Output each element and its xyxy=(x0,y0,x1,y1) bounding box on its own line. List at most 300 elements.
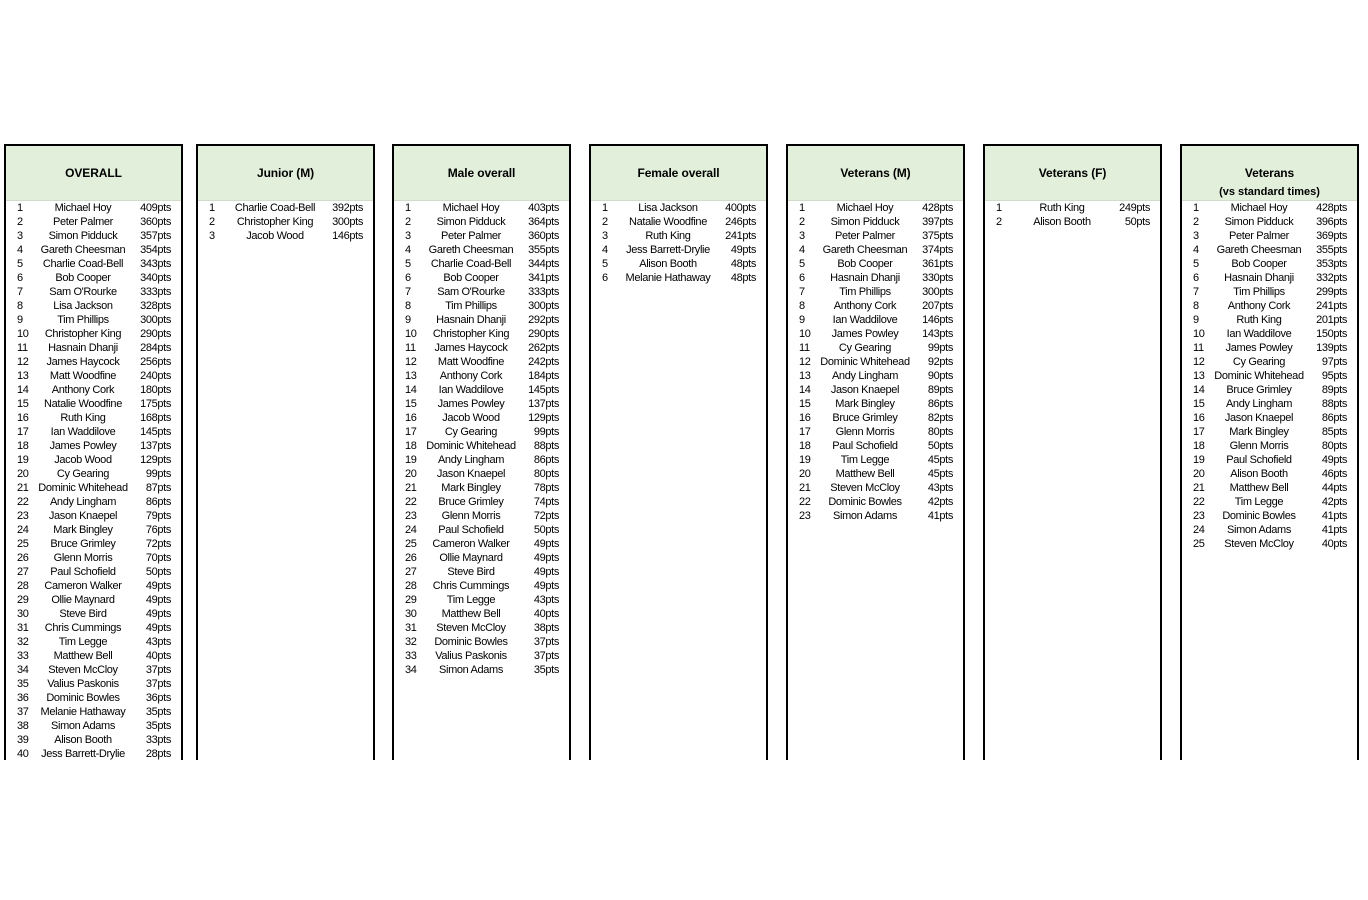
points-value: 403pts xyxy=(528,202,559,214)
points-value: 87pts xyxy=(145,482,171,494)
points-value: 129pts xyxy=(528,412,559,424)
standings-row xyxy=(394,467,569,481)
rank-number: 13 xyxy=(405,370,417,382)
points-value: 341pts xyxy=(528,272,559,284)
points-value: 49pts xyxy=(145,594,171,606)
rank-number: 8 xyxy=(17,300,23,312)
rank-number: 22 xyxy=(17,496,29,508)
standings-row xyxy=(6,313,181,327)
competitor-name: Dominic Whitehead xyxy=(820,356,910,368)
rank-number: 11 xyxy=(405,342,416,354)
standings-row xyxy=(591,271,766,285)
competitor-name: Ollie Maynard xyxy=(51,594,115,606)
standings-row xyxy=(394,327,569,341)
rank-number: 19 xyxy=(17,454,29,466)
standings-row xyxy=(788,411,963,425)
standings-row xyxy=(394,425,569,439)
competitor-name: Matthew Bell xyxy=(441,608,501,620)
points-value: 409pts xyxy=(140,202,171,214)
competitor-name: James Haycock xyxy=(434,342,508,354)
points-value: 374pts xyxy=(922,244,953,256)
competitor-name: Bob Cooper xyxy=(55,272,111,284)
standings-row xyxy=(788,481,963,495)
standings-list xyxy=(394,201,569,677)
standings-row xyxy=(788,397,963,411)
rank-number: 21 xyxy=(17,482,29,494)
rank-number: 20 xyxy=(799,468,811,480)
rank-number: 13 xyxy=(1193,370,1205,382)
standings-row xyxy=(1182,425,1357,439)
competitor-name: Ruth King xyxy=(1236,314,1282,326)
points-value: 79pts xyxy=(145,510,171,522)
competitor-name: Michael Hoy xyxy=(836,202,894,214)
rank-number: 1 xyxy=(602,202,608,214)
rank-number: 18 xyxy=(405,440,417,452)
standings-row xyxy=(6,509,181,523)
competitor-name: Jess Barrett-Drylie xyxy=(626,244,710,256)
rank-number: 35 xyxy=(17,678,29,690)
standings-row xyxy=(788,257,963,271)
rank-number: 16 xyxy=(799,412,811,424)
rank-number: 4 xyxy=(1193,244,1199,256)
rank-number: 21 xyxy=(1193,482,1205,494)
rank-number: 6 xyxy=(799,272,805,284)
standings-row xyxy=(1182,285,1357,299)
standings-row xyxy=(6,383,181,397)
competitor-name: Gareth Cheesman xyxy=(1216,244,1302,256)
standings-row xyxy=(6,635,181,649)
standings-row xyxy=(394,565,569,579)
points-value: 240pts xyxy=(140,370,171,382)
standings-row xyxy=(394,215,569,229)
competitor-name: Melanie Hathaway xyxy=(40,706,126,718)
points-value: 242pts xyxy=(528,356,559,368)
rank-number: 7 xyxy=(1193,286,1199,298)
standings-row xyxy=(6,677,181,691)
points-value: 360pts xyxy=(528,230,559,242)
rank-number: 14 xyxy=(1193,384,1205,396)
competitor-name: Ian Waddilove xyxy=(1226,328,1292,340)
standings-row xyxy=(6,397,181,411)
rank-number: 31 xyxy=(405,622,417,634)
competitor-name: Alison Booth xyxy=(639,258,697,270)
standings-row xyxy=(788,341,963,355)
points-value: 146pts xyxy=(332,230,363,242)
points-value: 300pts xyxy=(528,300,559,312)
panel-title: Male overall xyxy=(447,166,516,180)
points-value: 99pts xyxy=(927,342,953,354)
points-value: 180pts xyxy=(140,384,171,396)
rank-number: 32 xyxy=(405,636,417,648)
standings-row xyxy=(394,257,569,271)
standings-row xyxy=(591,229,766,243)
standings-row xyxy=(985,215,1160,229)
rank-number: 8 xyxy=(799,300,805,312)
points-value: 45pts xyxy=(927,454,953,466)
competitor-name: Peter Palmer xyxy=(1229,230,1289,242)
standings-row xyxy=(394,453,569,467)
points-value: 43pts xyxy=(927,482,953,494)
points-value: 86pts xyxy=(927,398,953,410)
standings-row xyxy=(1182,397,1357,411)
rank-number: 7 xyxy=(799,286,805,298)
standings-row xyxy=(6,565,181,579)
competitor-name: Anthony Cork xyxy=(833,300,897,312)
rank-number: 9 xyxy=(405,314,411,326)
rank-number: 23 xyxy=(799,510,811,522)
competitor-name: Dominic Whitehead xyxy=(426,440,516,452)
competitor-name: Simon Adams xyxy=(438,664,503,676)
standings-row xyxy=(6,481,181,495)
points-value: 355pts xyxy=(1316,244,1347,256)
rank-number: 3 xyxy=(602,230,608,242)
points-value: 150pts xyxy=(1316,328,1347,340)
rank-number: 20 xyxy=(17,468,29,480)
points-value: 80pts xyxy=(1321,440,1347,452)
rank-number: 3 xyxy=(17,230,23,242)
rank-number: 30 xyxy=(17,608,29,620)
competitor-name: Andy Lingham xyxy=(1225,398,1293,410)
points-value: 49pts xyxy=(533,566,559,578)
points-value: 357pts xyxy=(140,230,171,242)
rank-number: 17 xyxy=(405,426,417,438)
standings-row xyxy=(6,243,181,257)
standings-row xyxy=(1182,467,1357,481)
standings-row xyxy=(1182,369,1357,383)
points-value: 400pts xyxy=(725,202,756,214)
standings-list xyxy=(1182,201,1357,551)
points-value: 80pts xyxy=(533,468,559,480)
rank-number: 29 xyxy=(405,594,417,606)
standings-row xyxy=(788,383,963,397)
rank-number: 1 xyxy=(1193,202,1199,214)
standings-row xyxy=(1182,341,1357,355)
competitor-name: Simon Pidduck xyxy=(48,230,118,242)
rank-number: 20 xyxy=(1193,468,1205,480)
competitor-name: Michael Hoy xyxy=(1230,202,1288,214)
panel-header xyxy=(6,146,181,201)
points-value: 344pts xyxy=(528,258,559,270)
standings-row xyxy=(394,201,569,215)
standings-row xyxy=(788,299,963,313)
competitor-name: Simon Pidduck xyxy=(830,216,900,228)
standings-row xyxy=(6,523,181,537)
points-value: 42pts xyxy=(927,496,953,508)
competitor-name: Andy Lingham xyxy=(437,454,505,466)
rank-number: 31 xyxy=(17,622,29,634)
standings-row xyxy=(394,635,569,649)
competitor-name: Steven McCloy xyxy=(1224,538,1294,550)
rank-number: 2 xyxy=(209,216,215,228)
rank-number: 14 xyxy=(799,384,811,396)
rank-number: 33 xyxy=(405,650,417,662)
points-value: 354pts xyxy=(140,244,171,256)
rank-number: 17 xyxy=(1193,426,1205,438)
competitor-name: Alison Booth xyxy=(54,734,112,746)
competitor-name: Tim Legge xyxy=(58,636,108,648)
panel-header xyxy=(591,146,766,201)
standings-row xyxy=(6,495,181,509)
competitor-name: Anthony Cork xyxy=(1227,300,1291,312)
standings-row xyxy=(788,509,963,523)
rank-number: 3 xyxy=(799,230,805,242)
points-value: 49pts xyxy=(533,580,559,592)
points-value: 145pts xyxy=(140,426,171,438)
competitor-name: Matthew Bell xyxy=(1229,482,1289,494)
competitor-name: Peter Palmer xyxy=(835,230,895,242)
standings-row xyxy=(394,649,569,663)
points-value: 92pts xyxy=(927,356,953,368)
points-value: 28pts xyxy=(145,748,171,760)
competitor-name: Gareth Cheesman xyxy=(822,244,908,256)
rank-number: 11 xyxy=(799,342,810,354)
rank-number: 26 xyxy=(17,552,29,564)
points-value: 256pts xyxy=(140,356,171,368)
competitor-name: Hasnain Dhanji xyxy=(48,342,118,354)
rank-number: 16 xyxy=(1193,412,1205,424)
standings-row xyxy=(1182,537,1357,551)
competitor-name: Tim Legge xyxy=(840,454,890,466)
rank-number: 16 xyxy=(405,412,417,424)
standings-row xyxy=(1182,495,1357,509)
points-value: 49pts xyxy=(1321,454,1347,466)
rank-number: 23 xyxy=(17,510,29,522)
competitor-name: Glenn Morris xyxy=(1229,440,1289,452)
panel-title: Veterans (M) xyxy=(840,166,911,180)
competitor-name: Tim Legge xyxy=(446,594,496,606)
points-value: 42pts xyxy=(1321,496,1347,508)
rank-number: 21 xyxy=(799,482,811,494)
points-value: 333pts xyxy=(528,286,559,298)
rank-number: 5 xyxy=(17,258,23,270)
competitor-name: Sam O'Rourke xyxy=(49,286,117,298)
standings-row xyxy=(6,271,181,285)
standings-row xyxy=(591,215,766,229)
competitor-name: Simon Adams xyxy=(832,510,897,522)
points-value: 175pts xyxy=(140,398,171,410)
points-value: 246pts xyxy=(725,216,756,228)
points-value: 328pts xyxy=(140,300,171,312)
competitor-name: Ruth King xyxy=(60,412,106,424)
points-value: 36pts xyxy=(145,692,171,704)
competitor-name: Ollie Maynard xyxy=(439,552,503,564)
panel-subtitle: (vs standard times) xyxy=(1219,186,1320,198)
competitor-name: Sam O'Rourke xyxy=(437,286,505,298)
points-value: 95pts xyxy=(1321,370,1347,382)
panel-title: Veterans (F) xyxy=(1038,166,1107,180)
standings-row xyxy=(198,201,373,215)
rank-number: 15 xyxy=(17,398,29,410)
points-value: 49pts xyxy=(533,538,559,550)
points-value: 50pts xyxy=(145,566,171,578)
panel-title: Veterans xyxy=(1244,166,1295,180)
rank-number: 5 xyxy=(602,258,608,270)
standings-row xyxy=(394,313,569,327)
rank-number: 13 xyxy=(17,370,29,382)
competitor-name: Lisa Jackson xyxy=(638,202,698,214)
points-value: 41pts xyxy=(1321,524,1347,536)
rank-number: 7 xyxy=(17,286,23,298)
standings-row xyxy=(198,229,373,243)
competitor-name: Bob Cooper xyxy=(443,272,499,284)
panel-title: Female overall xyxy=(637,166,720,180)
points-value: 86pts xyxy=(533,454,559,466)
rank-number: 1 xyxy=(799,202,805,214)
standings-row xyxy=(394,355,569,369)
points-value: 428pts xyxy=(1316,202,1347,214)
standings-row xyxy=(394,285,569,299)
points-value: 44pts xyxy=(1321,482,1347,494)
standings-row xyxy=(6,201,181,215)
standings-row xyxy=(6,649,181,663)
competitor-name: Cy Gearing xyxy=(1232,356,1286,368)
rank-number: 20 xyxy=(405,468,417,480)
standings-row xyxy=(6,215,181,229)
competitor-name: Ian Waddilove xyxy=(438,384,504,396)
points-value: 343pts xyxy=(140,258,171,270)
rank-number: 30 xyxy=(405,608,417,620)
points-value: 48pts xyxy=(730,272,756,284)
standings-row xyxy=(6,719,181,733)
competitor-name: Steven McCloy xyxy=(436,622,506,634)
competitor-name: Simon Adams xyxy=(50,720,115,732)
rank-number: 4 xyxy=(799,244,805,256)
rank-number: 21 xyxy=(405,482,417,494)
competitor-name: Cy Gearing xyxy=(56,468,110,480)
competitor-name: Ian Waddilove xyxy=(832,314,898,326)
points-value: 72pts xyxy=(145,538,171,550)
standings-row xyxy=(788,201,963,215)
standings-row xyxy=(1182,201,1357,215)
standings-row xyxy=(394,383,569,397)
rank-number: 12 xyxy=(17,356,29,368)
points-value: 340pts xyxy=(140,272,171,284)
rank-number: 26 xyxy=(405,552,417,564)
rank-number: 24 xyxy=(405,524,417,536)
points-value: 49pts xyxy=(730,244,756,256)
competitor-name: Dominic Bowles xyxy=(434,636,508,648)
points-value: 300pts xyxy=(140,314,171,326)
rank-number: 15 xyxy=(405,398,417,410)
points-value: 50pts xyxy=(927,440,953,452)
rank-number: 10 xyxy=(799,328,811,340)
standings-row xyxy=(394,579,569,593)
competitor-name: Christopher King xyxy=(236,216,314,228)
competitor-name: Hasnain Dhanji xyxy=(1224,272,1294,284)
competitor-name: Bob Cooper xyxy=(837,258,893,270)
points-value: 74pts xyxy=(533,496,559,508)
points-value: 396pts xyxy=(1316,216,1347,228)
standings-row xyxy=(6,705,181,719)
competitor-name: Anthony Cork xyxy=(439,370,503,382)
points-value: 35pts xyxy=(533,664,559,676)
competitor-name: Matt Woodfine xyxy=(437,356,505,368)
rank-number: 11 xyxy=(17,342,28,354)
rank-number: 17 xyxy=(799,426,811,438)
points-value: 89pts xyxy=(927,384,953,396)
standings-row xyxy=(394,537,569,551)
points-value: 300pts xyxy=(922,286,953,298)
competitor-name: Tim Legge xyxy=(1234,496,1284,508)
competitor-name: Simon Adams xyxy=(1226,524,1291,536)
competitor-name: Natalie Woodfine xyxy=(44,398,122,410)
competitor-name: Bob Cooper xyxy=(1231,258,1287,270)
points-value: 353pts xyxy=(1316,258,1347,270)
points-value: 40pts xyxy=(145,650,171,662)
competitor-name: Jacob Wood xyxy=(442,412,500,424)
points-value: 49pts xyxy=(533,552,559,564)
competitor-name: Dominic Whitehead xyxy=(1214,370,1304,382)
points-value: 86pts xyxy=(145,496,171,508)
points-value: 86pts xyxy=(1321,412,1347,424)
rank-number: 18 xyxy=(17,440,29,452)
standings-row xyxy=(394,593,569,607)
competitor-name: Jason Knaepel xyxy=(830,384,900,396)
standings-row xyxy=(6,229,181,243)
rank-number: 29 xyxy=(17,594,29,606)
standings-list xyxy=(985,201,1160,229)
competitor-name: Chris Cummings xyxy=(432,580,510,592)
rank-number: 24 xyxy=(17,524,29,536)
standings-row xyxy=(6,621,181,635)
rank-number: 11 xyxy=(1193,342,1204,354)
points-value: 37pts xyxy=(145,664,171,676)
standings-row xyxy=(6,663,181,677)
competitor-name: Peter Palmer xyxy=(441,230,501,242)
competitor-name: Charlie Coad-Bell xyxy=(234,202,316,214)
competitor-name: Paul Schofield xyxy=(1226,454,1292,466)
standings-row xyxy=(1182,411,1357,425)
panel-header xyxy=(788,146,963,201)
rank-number: 19 xyxy=(799,454,811,466)
rank-number: 15 xyxy=(799,398,811,410)
competitor-name: Peter Palmer xyxy=(53,216,113,228)
standings-list xyxy=(788,201,963,523)
competitor-name: Steve Bird xyxy=(447,566,495,578)
standings-list xyxy=(198,201,373,243)
rank-number: 28 xyxy=(405,580,417,592)
competitor-name: Cameron Walker xyxy=(44,580,122,592)
competitor-name: Valius Paskonis xyxy=(47,678,119,690)
competitor-name: Jason Knaepel xyxy=(1224,412,1294,424)
competitor-name: Melanie Hathaway xyxy=(625,272,711,284)
points-value: 361pts xyxy=(922,258,953,270)
rank-number: 4 xyxy=(602,244,608,256)
competitor-name: Andy Lingham xyxy=(49,496,117,508)
standings-row xyxy=(394,621,569,635)
points-value: 76pts xyxy=(145,524,171,536)
standings-list xyxy=(591,201,766,285)
panel-title: Junior (M) xyxy=(257,166,314,180)
competitor-name: Alison Booth xyxy=(1230,468,1288,480)
points-value: 41pts xyxy=(927,510,953,522)
standings-row xyxy=(1182,327,1357,341)
points-value: 392pts xyxy=(332,202,363,214)
standings-row xyxy=(788,243,963,257)
rank-number: 22 xyxy=(1193,496,1205,508)
rank-number: 15 xyxy=(1193,398,1205,410)
rank-number: 10 xyxy=(1193,328,1205,340)
panel-overall xyxy=(4,144,183,760)
rank-number: 1 xyxy=(17,202,23,214)
points-value: 375pts xyxy=(922,230,953,242)
rank-number: 14 xyxy=(405,384,417,396)
competitor-name: James Haycock xyxy=(46,356,120,368)
points-value: 145pts xyxy=(528,384,559,396)
points-value: 284pts xyxy=(140,342,171,354)
competitor-name: Christopher King xyxy=(432,328,510,340)
competitor-name: Cameron Walker xyxy=(432,538,510,550)
